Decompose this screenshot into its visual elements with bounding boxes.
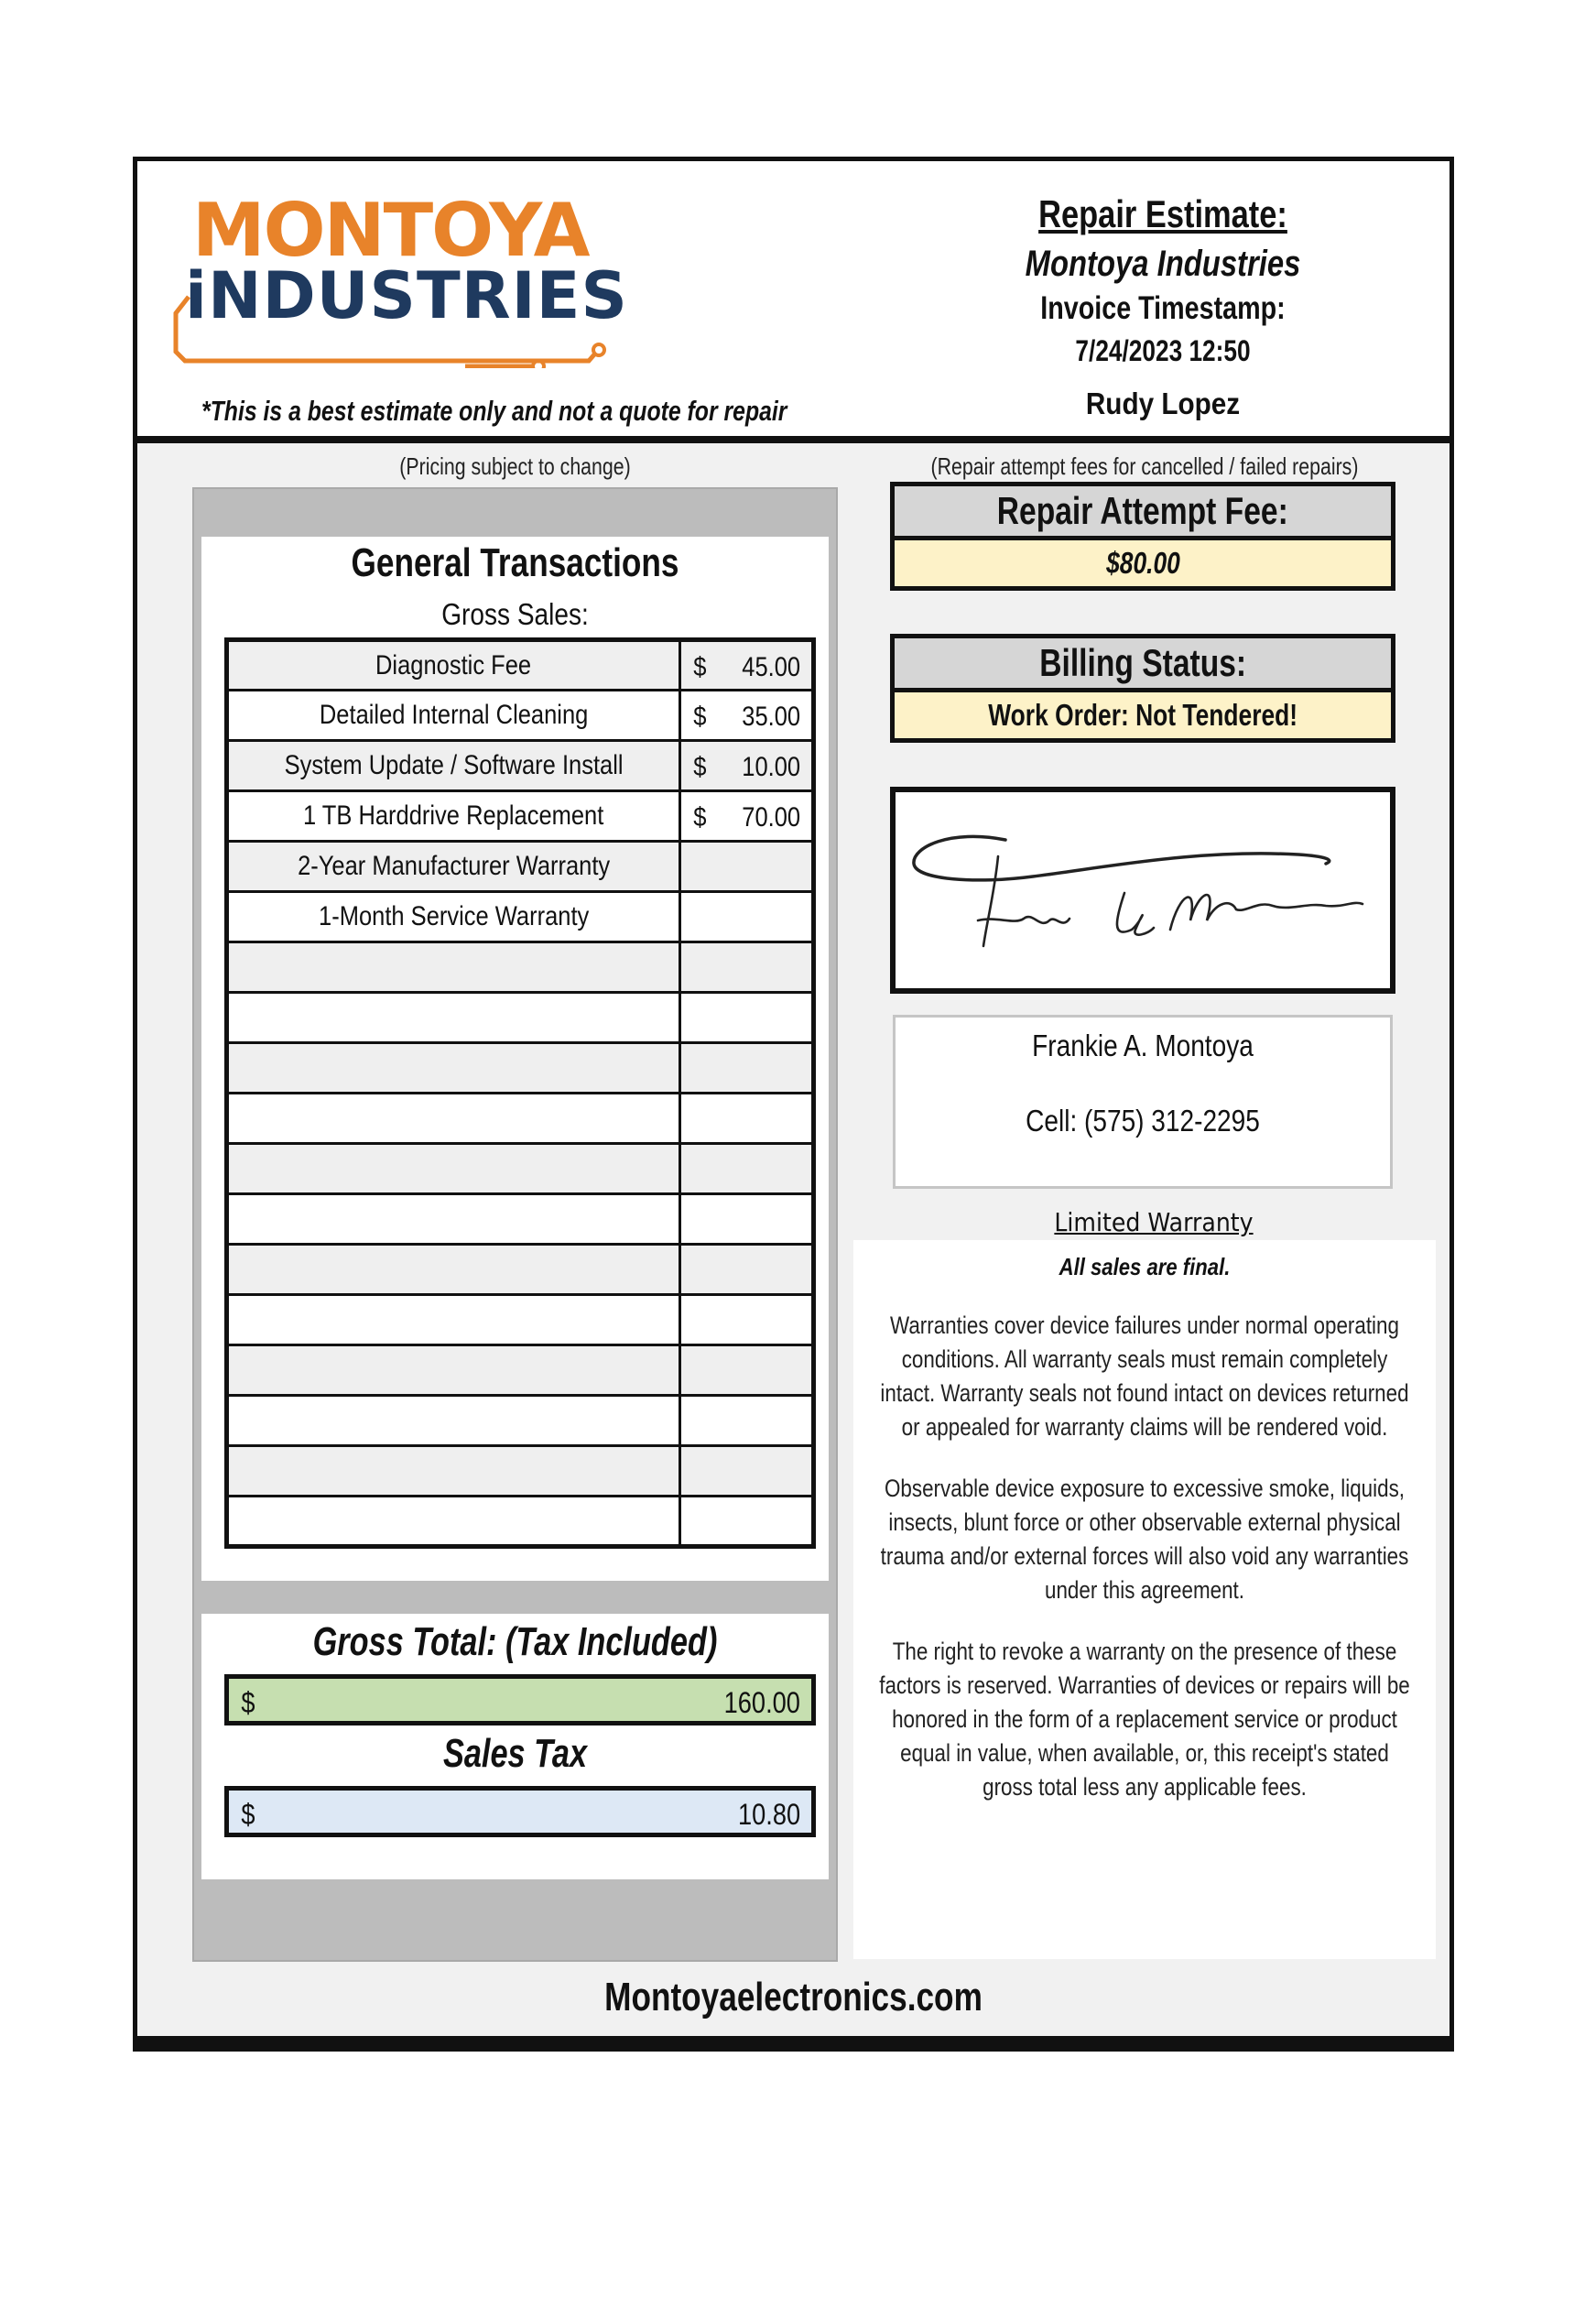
invoice-header <box>137 161 1449 443</box>
line-item-description <box>227 1497 680 1547</box>
line-item-row <box>227 993 814 1043</box>
customer-name: Rudy Lopez <box>1085 386 1241 420</box>
line-item-description: 2-Year Manufacturer Warranty <box>227 842 680 892</box>
line-item-row <box>227 1497 814 1547</box>
line-item-row <box>227 892 814 942</box>
line-item-value: 70.00 <box>742 802 800 833</box>
billing-status-box <box>890 634 1395 743</box>
line-item-amount <box>679 1144 813 1194</box>
sales-tax-currency: $ <box>241 1798 255 1831</box>
line-item-description: System Update / Software Install <box>227 741 680 791</box>
attempt-fee-note: (Repair attempt fees for cancelled / failed repairs) <box>930 452 1359 480</box>
timestamp-label: Invoice Timestamp: <box>1040 290 1286 326</box>
sales-tax-box <box>224 1786 816 1837</box>
contact-name: Frankie A. Montoya <box>1032 1029 1254 1062</box>
contact-cell: Cell: (575) 312-2295 <box>1026 1104 1260 1138</box>
estimate-disclaimer: *This is a best estimate only and not a quote for repair <box>201 395 787 427</box>
line-item-row <box>227 1295 814 1345</box>
line-item-row <box>227 1345 814 1396</box>
gross-total-currency: $ <box>241 1686 255 1719</box>
line-item-row <box>227 1396 814 1446</box>
line-item-currency: $ <box>692 702 707 732</box>
signature-box <box>890 787 1395 994</box>
line-item-amount <box>679 1245 813 1295</box>
logo-bottom-text: iNDUSTRIES <box>185 258 628 333</box>
line-item-description: 1-Month Service Warranty <box>227 892 680 942</box>
line-items-table <box>224 637 816 1549</box>
line-item-row <box>227 791 814 842</box>
line-item-description <box>227 1446 680 1497</box>
transactions-panel <box>192 487 838 1962</box>
warranty-paragraph: The right to revoke a warranty on the presence of these factors is reserved. Warranties of devices or repairs will be honored in the form of a replacement service or product equal in value, when available, or, this receipt's stated gross total less any applicable fees. <box>879 1638 1410 1801</box>
line-item-row <box>227 1245 814 1295</box>
timestamp-value: 7/24/2023 12:50 <box>1075 334 1251 367</box>
warranty-panel <box>853 1240 1436 1959</box>
page-title: Repair Estimate: <box>1038 192 1287 235</box>
warranty-paragraph: Warranties cover device failures under normal operating conditions. All warranty seals must remain completely intact. Warranty seals not found intact on devices returned or appealed for warranty claims will be rendered void. <box>880 1312 1409 1441</box>
line-item-row <box>227 640 814 691</box>
invoice-title-block <box>966 192 1360 421</box>
line-item-amount <box>679 1194 813 1245</box>
signature-text: Frankie A. Montoya <box>896 792 904 793</box>
line-item-currency: $ <box>692 752 707 782</box>
line-item-amount <box>679 892 813 942</box>
gross-sales-label: Gross Sales: <box>441 597 589 631</box>
line-item-amount <box>679 1446 813 1497</box>
line-item-row <box>227 1094 814 1144</box>
gross-total-value: 160.00 <box>723 1686 800 1719</box>
line-item-row <box>227 691 814 741</box>
handwritten-signature <box>896 792 1390 988</box>
line-item-amount <box>679 1295 813 1345</box>
line-item-description <box>227 993 680 1043</box>
invoice-sheet <box>133 157 1454 2052</box>
warranty-title: Limited Warranty <box>1054 1207 1254 1237</box>
repair-fee-label: Repair Attempt Fee: <box>895 486 1391 536</box>
line-item-row <box>227 1194 814 1245</box>
line-item-row <box>227 1446 814 1497</box>
line-item-row <box>227 1144 814 1194</box>
line-item-description <box>227 1094 680 1144</box>
line-item-description <box>227 1396 680 1446</box>
billing-status-label: Billing Status: <box>895 638 1391 688</box>
line-item-description <box>227 942 680 993</box>
line-item-value: 10.00 <box>742 752 800 782</box>
totals-card <box>201 1614 829 1879</box>
line-item-currency: $ <box>692 802 707 833</box>
footer-website: Montoyaelectronics.com <box>604 1975 983 2019</box>
line-item-amount <box>679 993 813 1043</box>
repair-fee-box <box>890 482 1395 591</box>
line-item-description <box>227 1043 680 1094</box>
line-item-description: 1 TB Harddrive Replacement <box>227 791 680 842</box>
line-item-row <box>227 1043 814 1094</box>
contact-card <box>893 1015 1393 1189</box>
line-item-value: 35.00 <box>742 702 800 732</box>
line-item-value: 45.00 <box>742 652 800 682</box>
company-name: Montoya Industries <box>1025 244 1301 284</box>
line-item-amount <box>679 1043 813 1094</box>
logo-top-text: MONTOYA <box>192 188 589 273</box>
transactions-card <box>201 537 829 1581</box>
sales-tax-value: 10.80 <box>737 1798 800 1831</box>
warranty-paragraph: Observable device exposure to excessive smoke, liquids, insects, blunt force or other observable external physical trauma and/or external forces will also void any warranties under this agreement. <box>880 1475 1409 1604</box>
repair-fee-value: $80.00 <box>895 540 1391 586</box>
line-item-description <box>227 1345 680 1396</box>
warranty-final-note: All sales are final. <box>1059 1253 1231 1280</box>
line-item-description <box>227 1245 680 1295</box>
transactions-title: General Transactions <box>351 540 679 585</box>
line-item-amount <box>679 791 813 842</box>
line-item-amount <box>679 842 813 892</box>
line-item-description <box>227 1144 680 1194</box>
line-item-description: Diagnostic Fee <box>227 640 680 691</box>
line-item-row <box>227 741 814 791</box>
sales-tax-label: Sales Tax <box>442 1731 588 1776</box>
line-item-amount <box>679 942 813 993</box>
pricing-note: (Pricing subject to change) <box>399 452 631 480</box>
line-item-row <box>227 842 814 892</box>
line-item-amount <box>679 640 813 691</box>
line-item-amount <box>679 691 813 741</box>
line-item-description <box>227 1295 680 1345</box>
line-item-currency: $ <box>692 652 707 682</box>
line-item-description <box>227 1194 680 1245</box>
gross-total-box <box>224 1674 816 1725</box>
line-item-amount <box>679 1396 813 1446</box>
line-item-description: Detailed Internal Cleaning <box>227 691 680 741</box>
company-logo <box>172 188 628 368</box>
line-item-row <box>227 942 814 993</box>
line-item-amount <box>679 1094 813 1144</box>
circuit-trace-icon <box>172 286 612 368</box>
gross-total-label: Gross Total: (Tax Included) <box>312 1619 718 1664</box>
line-item-amount <box>679 1345 813 1396</box>
sheet-bottom-rule <box>137 2036 1449 2047</box>
billing-status-value: Work Order: Not Tendered! <box>895 692 1391 738</box>
line-item-amount <box>679 741 813 791</box>
line-item-amount <box>679 1497 813 1547</box>
